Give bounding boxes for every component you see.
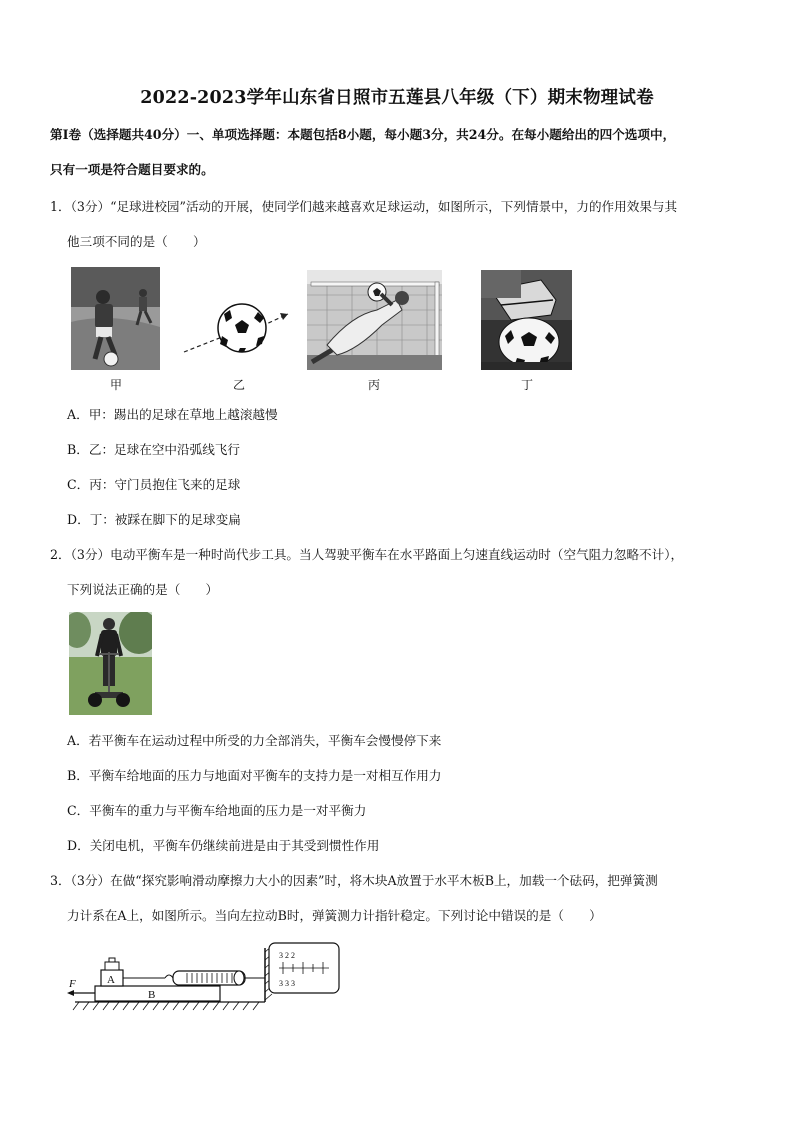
figure-caption-ding: 丁 <box>520 378 533 392</box>
figure-caption-yi: 乙 <box>232 378 245 392</box>
option-d: D．丁：被踩在脚下的足球变扁 <box>67 512 241 527</box>
figure-ding-photo <box>481 270 572 370</box>
option-c: C．平衡车的重力与平衡车给地面的压力是一对平衡力 <box>67 803 367 818</box>
question-number: 1． <box>50 199 71 214</box>
question-text: （3分）在做“探究影响滑动摩擦力大小的因素”时，将木块A放置于水平木板B上，加载一个砝码，把弹簧测 <box>70 873 658 888</box>
question-number: 3． <box>50 873 71 888</box>
balance-scooter-photo <box>69 612 152 715</box>
question-3-stem-cont: 力计系在A上，如图所示。当向左拉动B时，弹簧测力计指针稳定。下列讨论中错误的是（ ） <box>67 908 602 923</box>
figure-bing-photo <box>307 270 442 370</box>
question-text: （3分）电动平衡车是一种时尚代步工具。当人驾驶平衡车在水平路面上匀速直线运动时（空气阻力忽略不计）， <box>70 547 684 562</box>
option-a: A．若平衡车在运动过程中所受的力全部消失，平衡车会慢慢停下来 <box>67 733 442 748</box>
option-d: D．关闭电机，平衡车仍继续前进是由于其受到惯性作用 <box>67 838 380 853</box>
question-3-stem <box>50 873 658 889</box>
question-number: 2． <box>50 547 71 562</box>
friction-experiment-diagram <box>65 938 345 1018</box>
question-text: （3分）“足球进校园”活动的开展，使同学们越来越喜欢足球运动，如图所示，下列情景中，力的作用效果与其 <box>70 199 678 214</box>
scale-reading-tick: 3 3 3 <box>279 979 295 988</box>
figure-caption-bing: 丙 <box>367 378 380 392</box>
option-b: B．平衡车给地面的压力与地面对平衡车的支持力是一对相互作用力 <box>67 768 442 783</box>
block-a-label: A <box>107 974 115 986</box>
question-1-stem <box>50 199 677 215</box>
option-c: C．丙：守门员抱住飞来的足球 <box>67 477 241 492</box>
figure-yi-diagram <box>182 292 292 362</box>
question-2-stem-cont: 下列说法正确的是（ ） <box>67 582 219 597</box>
option-a: A．甲：踢出的足球在草地上越滚越慢 <box>67 407 278 422</box>
option-b: B．乙：足球在空中沿弧线飞行 <box>67 442 240 457</box>
scale-reading-tick: 3 2 2 <box>279 951 295 960</box>
section-header-line2: 只有一项是符合题目要求的。 <box>50 162 214 177</box>
board-b-label: B <box>148 989 156 1001</box>
page-title: 2022-2023学年山东省日照市五莲县八年级（下）期末物理试卷 <box>140 88 654 108</box>
figure-caption-jia: 甲 <box>109 378 122 392</box>
section-header-line1: 第Ⅰ卷（选择题共40分）一、单项选择题：本题包括8小题，每小题3分，共24分。在每小题给出的四个选项中， <box>50 127 676 142</box>
figure-jia-photo <box>71 267 160 370</box>
question-2-stem <box>50 547 683 563</box>
force-label: F <box>69 978 76 990</box>
question-1-stem-cont: 他三项不同的是（ ） <box>67 234 206 249</box>
